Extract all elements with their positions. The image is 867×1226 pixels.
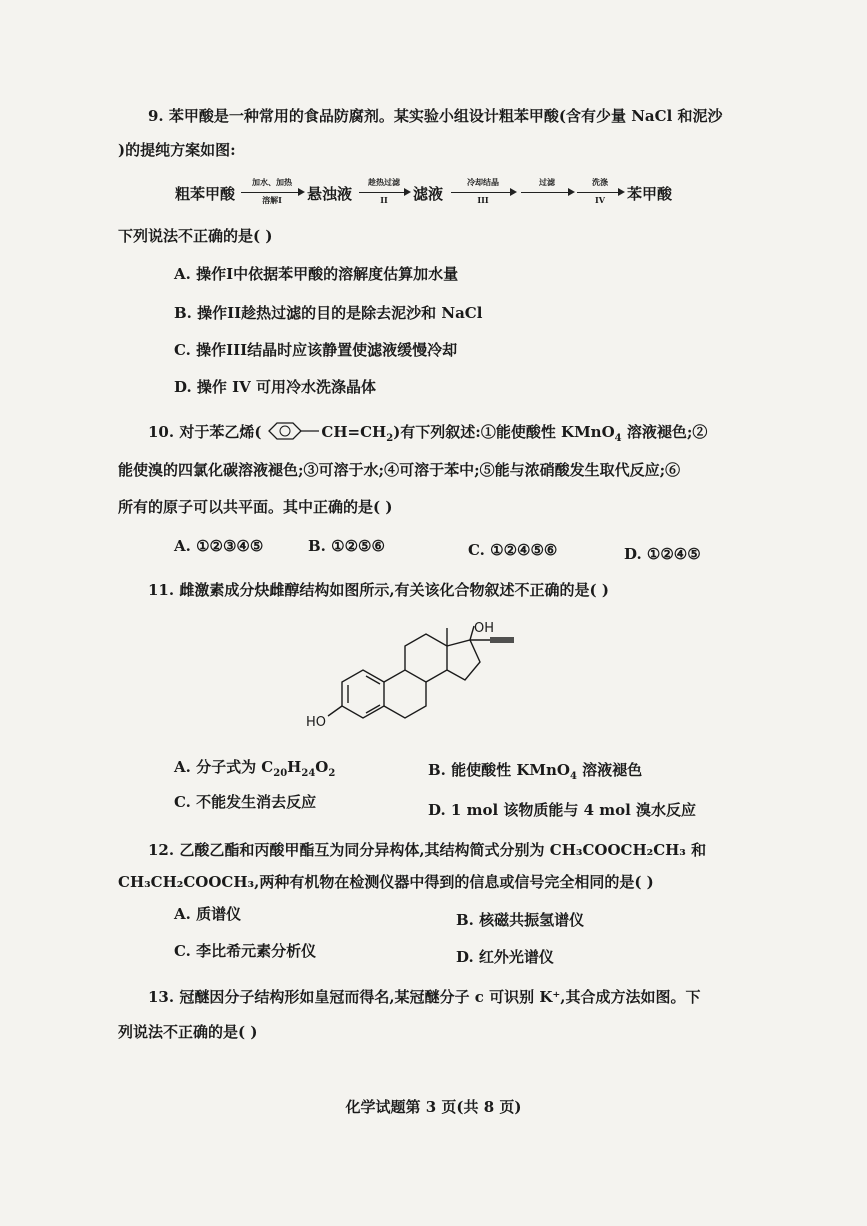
q10-line3: 所有的原子可以共平面。其中正确的是( ) [118,498,393,516]
q13-line1: 13. 冠醚因分子结构形如皇冠而得名,某冠醚分子 c 可识别 K⁺,其合成方法如图。下 [148,988,701,1006]
q10-line1 [148,420,707,449]
q11-b-post: 溶液褪色 [576,761,643,779]
q9-option-d: D. 操作 IV 可用冷水洗涤晶体 [174,378,377,396]
flow-arrow-5-bot: IV [595,195,605,205]
q9-option-b: B. 操作II趁热过滤的目的是除去泥沙和 NaCl [174,304,483,322]
page-footer: 化学试题第 3 页(共 8 页) [345,1098,522,1116]
q11-option-b [428,760,642,787]
q10-option-a: A. ①②③④⑤ [174,537,264,555]
q10-option-d: D. ①②④⑤ [624,545,701,563]
q9-line2: )的提纯方案如图: [118,141,236,159]
q11-stem: 11. 雌激素成分炔雌醇结构如图所示,有关该化合物叙述不正确的是( ) [148,581,609,599]
q10-struct-text: CH=CH [321,423,387,441]
benzene-ring-icon [261,420,321,442]
flow-arrow-2-bot: II [380,195,388,205]
q12-option-c: C. 李比希元素分析仪 [174,942,317,960]
flow-arrow-3-bot: III [477,195,489,205]
oh-top-label: OH [474,622,495,636]
q12-option-d: D. 红外光谱仪 [456,948,554,966]
q9-option-a: A. 操作I中依据苯甲酸的溶解度估算加水量 [174,265,459,283]
q10-suffix2: 溶液褪色;② [621,423,708,441]
q10-prefix: 10. 对于苯乙烯( [148,423,262,441]
q10-suffix: )有下列叙述:①能使酸性 KMnO [393,423,615,441]
q11-option-d: D. 1 mol 该物质能与 4 mol 溴水反应 [428,801,697,819]
q11-option-c: C. 不能发生消去反应 [174,793,317,811]
q9-line1: 9. 苯甲酸是一种常用的食品防腐剂。某实验小组设计粗苯甲酸(含有少量 NaCl 和泥沙 [148,107,723,125]
q11-b-text: B. 能使酸性 KMnO [428,761,570,779]
flow-start: 粗苯甲酸 [175,185,236,203]
flow-arrow-4 [521,177,573,213]
q9-stem: 下列说法不正确的是( ) [118,227,273,245]
q11-option-a [174,757,335,784]
flow-node-2: 滤液 [413,185,444,203]
q11-a-sub1: 20 [273,768,288,779]
q10-sub4: 4 [614,433,622,444]
q10-struct-sub: 2 [386,433,394,444]
flow-arrow-3 [451,177,515,213]
q12-line2: CH₃CH₂COOCH₃,两种有机物在检测仪器中得到的信息或信号完全相同的是( ) [118,873,654,891]
q11-a-mid: H [287,758,302,776]
arrow-head-icon [568,188,575,196]
q12-option-a: A. 质谱仪 [174,905,242,923]
flow-node-1: 悬浊液 [307,185,353,203]
q11-a-sub2: 24 [301,768,316,779]
q12-line1: 12. 乙酸乙酯和丙酸甲酯互为同分异构体,其结构简式分别为 CH₃COOCH₂CH₃ 和 [148,841,707,859]
flow-arrow-2 [359,177,409,213]
flow-arrow-1 [241,177,303,213]
q11-a-text: A. 分子式为 C [174,758,274,776]
q10-option-c: C. ①②④⑤⑥ [468,541,558,559]
flow-arrow-4-top: 过滤 [539,177,555,187]
flow-arrow-1-bot: 溶解I [262,195,282,205]
q11-b-sub: 4 [569,771,577,782]
q10-option-b: B. ①②⑤⑥ [308,537,385,555]
flow-arrow-5 [577,177,623,213]
q9-option-c: C. 操作III结晶时应该静置使滤液缓慢冷却 [174,341,458,359]
q12-option-b: B. 核磁共振氢谱仪 [456,911,585,929]
ethinylestradiol-structure [300,622,540,742]
flow-arrow-3-top: 冷却结晶 [467,177,499,187]
q11-a-mid2: O [315,758,329,776]
q9-flow-diagram [175,177,695,217]
flow-arrow-1-top: 加水、加热 [252,177,292,187]
oh-left-label: HO [306,715,327,730]
flow-arrow-5-top: 洗涤 [592,177,608,187]
q11-a-sub3: 2 [328,768,336,779]
q13-line2: 列说法不正确的是( ) [118,1023,258,1041]
q10-line2: 能使溴的四氯化碳溶液褪色;③可溶于水;④可溶于苯中;⑤能与浓硝酸发生取代反应;⑥ [118,461,681,479]
flow-arrow-2-top: 趁热过滤 [368,177,400,187]
flow-end: 苯甲酸 [627,185,673,203]
